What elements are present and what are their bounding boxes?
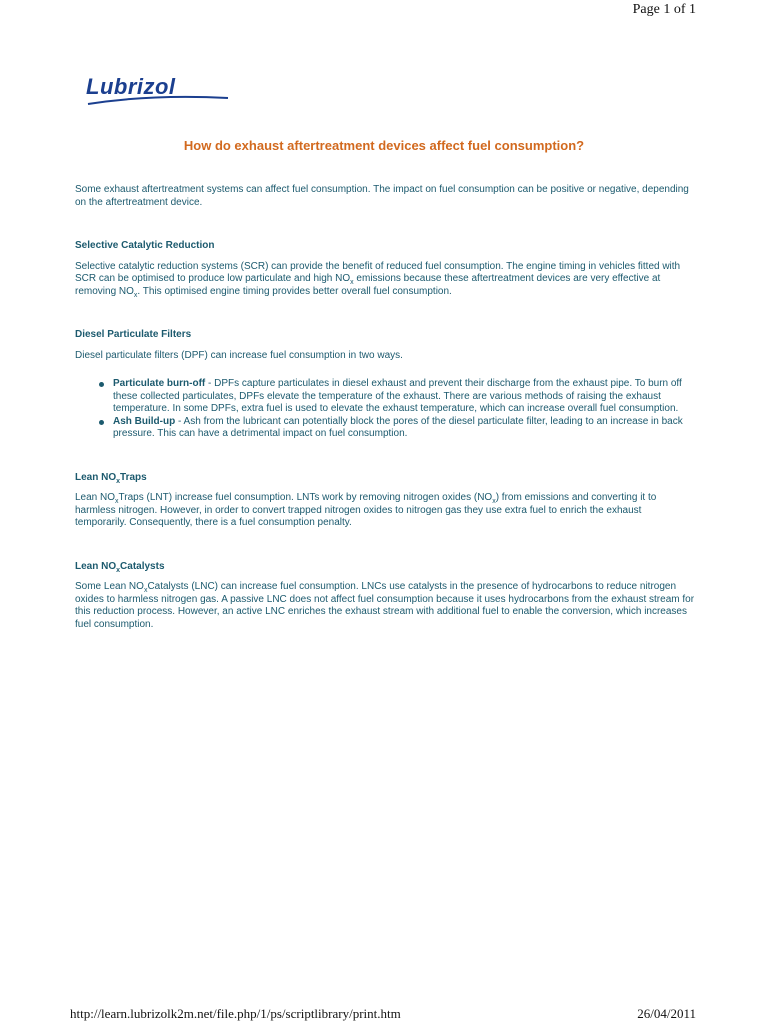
lnt-text-2: Traps (LNT) increase fuel consumption. LNTs work by removing nitrogen oxides (NO [118,492,493,503]
lnt-paragraph [75,492,695,530]
lnt-heading [75,472,695,485]
lnt-text-3: ) from emissions and converting it to harmless nitrogen. However, in order to convert trapped nitrogen oxides to nitrogen gas they use extra fuel to enrich the exhaust temporarily. Consequently, there is a fuel consumption penalty. [75,492,657,528]
page-indicator: Page 1 of 1 [632,2,696,17]
lnc-heading-1: Lean NO [75,560,117,572]
lnt-sub-1: x [115,498,119,505]
lnc-text-1: Some Lean NO [75,581,144,592]
lnt-heading-2: Traps [120,471,147,483]
lnc-heading-2: Catalysts [120,560,165,572]
scr-text-3: . This optimised engine timing provides better overall fuel consumption. [137,285,452,297]
bullet-term: Ash Build-up [113,415,176,427]
bullet-icon [99,382,104,387]
dpf-heading: Diesel Particulate Filters [75,329,192,340]
lnt-heading-sub: x [116,477,121,485]
lnc-paragraph [75,581,695,631]
bullet-icon [99,420,104,425]
lnt-sub-2: x [492,498,496,505]
page-title: How do exhaust aftertreatment devices affect fuel consumption? [183,138,585,153]
dpf-bullet-list [75,378,695,441]
lnt-heading-1: Lean NO [75,471,117,483]
lnc-heading [75,561,695,574]
article-body [75,184,695,631]
scr-text-2: emissions because these aftertreatment devices are very effective at removing NO [75,273,661,297]
list-item [113,378,695,416]
dpf-intro: Diesel particulate filters (DPF) can increase fuel consumption in two ways. [75,349,403,361]
scr-heading: Selective Catalytic Reduction [75,240,215,251]
lnt-text-1: Lean NO [75,492,116,503]
lnc-sub-1: x [143,587,148,594]
lnc-heading-sub: x [116,566,121,574]
logo-text: Lubrizol [86,74,176,99]
scr-paragraph [75,261,695,299]
scr-sub-1: x [350,279,354,286]
bullet-text: - Ash from the lubricant can potentially block the pores of the diesel particulate filter, leading to an increase in back pressure. This can have a detrimental impact on fuel consumption. [113,415,683,439]
bullet-term: Particulate burn-off [113,378,206,389]
intro-paragraph: Some exhaust aftertreatment systems can affect fuel consumption. The impact on fuel consumption can be positive or negative, depending on the aftertreatment device. [75,184,689,208]
lnc-text-2: Catalysts (LNC) can increase fuel consumption. LNCs use catalysts in the presence of hydrocarbons to reduce nitrogen oxides to harmless nitrogen gas. A passive LNC does not affect fuel consumption because it uses hydrocarbons from the exhaust stream for this reduction process. However, an active LNC enriches the exhaust stream with additional fuel to enable the conversion, which increases fuel consumption. [75,581,695,630]
lubrizol-logo [82,70,232,110]
footer-url: http://learn.lubrizolk2m.net/file.php/1/ps/scriptlibrary/print.htm [70,1006,401,1021]
scr-text-1: Selective catalytic reduction systems (SCR) can provide the benefit of reduced fuel consumption. The engine timing in vehicles fitted with SCR can be optimised to produce low particulate and high NO [75,260,681,284]
scr-sub-2: x [133,291,138,299]
footer-date: 26/04/2011 [637,1006,696,1021]
list-item [113,416,695,441]
bullet-text: - DPFs capture particulates in diesel exhaust and prevent their discharge from the exhaust pipe. To burn off these collected particulates, DPFs elevate the temperature of the exhaust. There are various methods of raising the exhaust temperature. In some DPFs, extra fuel is used to elevate the exhaust temperature, which can increase overall fuel consumption. [113,378,682,414]
